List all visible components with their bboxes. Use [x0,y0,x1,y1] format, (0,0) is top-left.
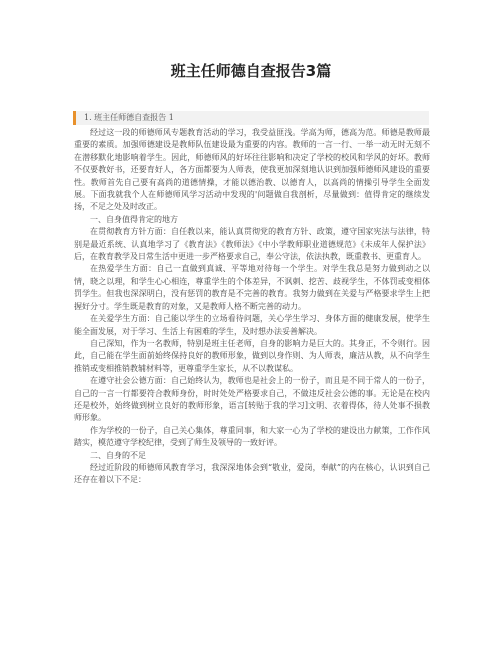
subheading-shortcomings: 二、自身的不足 [90,450,146,460]
body-paragraph: 在关爱学生方面：自己能以学生的立场看待问题，关心学生学习、身体方面的健康发展，使学生能全面发展，对于学习、生活上有困难的学生，及时想办法妥善解决。 [74,314,430,336]
document-body [74,127,430,487]
body-paragraph: 经过近阶段的师德师风教育学习，我深深地体会到“敬业，爱岗，奉献”的内在核心，认识到自己还存在着以下不足： [74,462,430,485]
body-paragraph: 自己深知，作为一名教师，特别是班主任老师，自身的影响力是巨大的。其身正，不令则行。因此，自己能在学生面前始终保持良好的教师形象，做到以身作则、为人师表，廉洁从教，从不向学生推销或变相推销教辅材料等，更尊重学生家长，从不以教谋私。 [74,338,430,373]
body-paragraph: 作为学校的一份子，自己关心集体，尊重同事，和大家一心为了学校的建设出力献策，工作作风踏实，模范遵守学校纪律，受到了师生及领导的一致好评。 [74,425,430,448]
body-paragraph: 在热爱学生方面：自己一直做到真诚、平等地对待每一个学生。对学生我总是努力做到动之以情，晓之以理，和学生心心相连，尊重学生的个体差异，不讽刺、挖苦、歧视学生，不体罚或变相体罚学生。但我也深深明白，没有惩罚的教育是不完善的教育。我努力做到在关爱与严格要求学生上把握好分寸。学生既是教育的对象，又是教师人格不断完善的动力。 [74,264,430,311]
body-paragraph: 经过这一段的师德师风专题教育活动的学习，我受益匪浅。学高为师，德高为范。师德是教师最重要的素质。加强师德建设是教师队伍建设最为重要的内容。教师的一言一行、一举一动无时无刻不在潜移默化地影响着学生。因此，师德师风的好坏往往影响和决定了学校的校风和学风的好坏。教师不仅要教好书，还要育好人，各方面都要为人师表，使我更加深刻地认识到加强师德师风建设的重要性。教师首先自己要有高尚的道德情操，才能以德治教、以德育人，以高尚的情操引导学生全面发展。下面我就我个人在师德师风学习活动中发现的'问题做自我剖析，尽量做到：值得肯定的继续发扬，不足之处及时改正。 [74,128,430,212]
document-title: 班主任师德自查报告3篇 [170,62,332,80]
body-paragraph: 在遵守社会公德方面：自己始终认为，教师也是社会上的一份子，而且是不同于常人的一份子，自己的一言一行都要符合教师身份，时时处处严格要求自己，不做违反社会公德的事。无论是在校内还是校外，始终做到树立良好的教师形象，语言[转贴于我的学习]文明、衣着得体，待人处事不损教师形象。 [74,376,430,423]
section-heading: 1. 班主任师德自查报告 1 [84,113,174,122]
subheading-strengths: 一、自身值得肯定的地方 [90,214,178,224]
section-heading-bar [73,111,429,125]
body-paragraph: 在贯彻教育方针方面：自任教以来，能认真贯彻党的教育方针、政策，遵守国家宪法与法律，特别是最近系统、认真地学习了《教育法》《教师法》《中小学教师职业道德规范》《未成年人保护法》后，在教育教学及日常生活中更进一步严格要求自己，奉公守法，依法执教，既重教书、更重育人。 [74,227,430,262]
